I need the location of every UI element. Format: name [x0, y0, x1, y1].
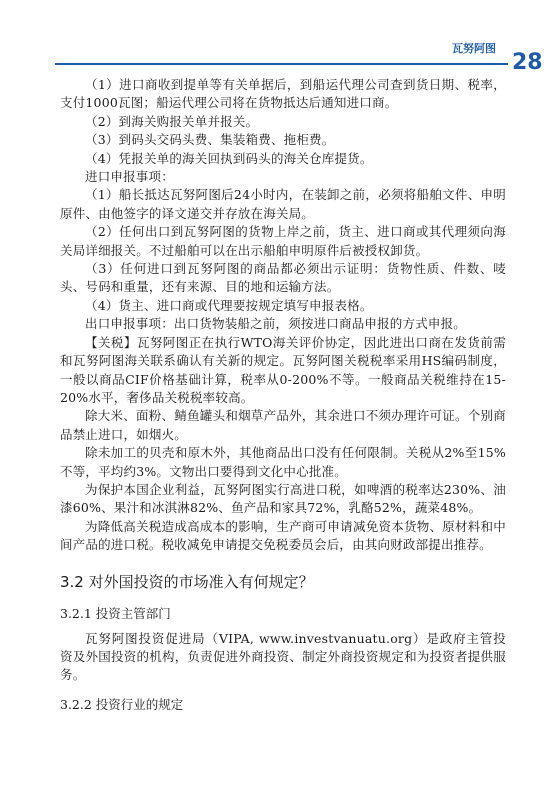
paragraph: （2）到海关购报关单并报关。 — [85, 113, 259, 129]
paragraph: 【关税】瓦努阿图正在执行WTO海关评价协定，因此进出口商在发货前需和瓦努阿图海关联系确认有关新的规定。瓦努阿图关税税率采用HS编码制度，一般以商品CIF价格基础计算，税率从0-200%不等。一般商品关税维持在15-20%水平，奢侈品关税税率较高。 — [60, 334, 506, 405]
paragraph: 为降低高关税造成高成本的影响，生产商可申请减免资本货物、原材料和中间产品的进口税。税收减免申请提交免税委员会后，由其向财政部提出推荐。 — [60, 518, 506, 553]
page-number: 28 — [512, 50, 543, 75]
header-rule — [55, 63, 508, 65]
paragraph: （4）货主、进口商或代理要按规定填写申报表格。 — [85, 297, 373, 313]
paragraph: （2）任何出口到瓦努阿图的货物上岸之前，货主、进口商或其代理须向海关局详细报关。不过船舶可以在出示船舶申明原件后被授权卸货。 — [60, 224, 506, 258]
page-content — [60, 76, 506, 721]
paragraph: 除未加工的贝壳和原木外，其他商品出口没有任何限制。关税从2%至15%不等，平均约3%。文物出口要得到文化中心批准。 — [60, 445, 506, 479]
paragraph: （4）凭报关单的海关回执到码头的海关仓库提货。 — [85, 150, 373, 166]
paragraph: （3）任何进口到瓦努阿图的商品都必须出示证明：货物性质、件数、唛头、号码和重量，还有来源、目的地和运输方法。 — [60, 261, 506, 295]
paragraph: （1）船长抵达瓦努阿图后24小时内，在装卸之前，必须将船舶文件、申明原件、由他签字的译文递交并存放在海关局。 — [60, 187, 506, 221]
subsection-title: 3.2.1 投资主管部门 — [60, 605, 171, 621]
paragraph: 出口申报事项：出口货物装船之前，须按进口商品申报的方式申报。 — [85, 316, 467, 332]
paragraph: （3）到码头交码头费、集装箱费、拖柜费。 — [85, 132, 335, 148]
paragraph: 瓦努阿图投资促进局（VIPA, www.investvanuatu.org）是政府主管投资及外国投资的机构，负责促进外商投资、制定外商投资规定和为投资者提供服务。 — [60, 630, 506, 683]
paragraph: 进口申报事项： — [85, 169, 174, 185]
paragraph: 为保护本国企业利益，瓦努阿图实行高进口税，如啤酒的税率达230%、油漆60%、果汁和冰淇淋82%、鱼产品和家具72%，乳酪52%，蔬菜48%。 — [60, 481, 506, 516]
paragraph: （1）进口商收到提单等有关单据后，到船运代理公司查到货日期、税率，支付1000瓦图；船运代理公司将在货物抵达后通知进口商。 — [60, 77, 506, 111]
paragraph: 除大米、面粉、鲭鱼罐头和烟草产品外，其余进口不须办理许可证。个别商品禁止进口，如烟火。 — [60, 408, 506, 442]
subsection-title: 3.2.2 投资行业的规定 — [60, 696, 184, 712]
section-title: 3.2 对外国投资的市场准入有何规定？ — [60, 572, 314, 591]
header-title: 瓦努阿图 — [452, 42, 496, 55]
